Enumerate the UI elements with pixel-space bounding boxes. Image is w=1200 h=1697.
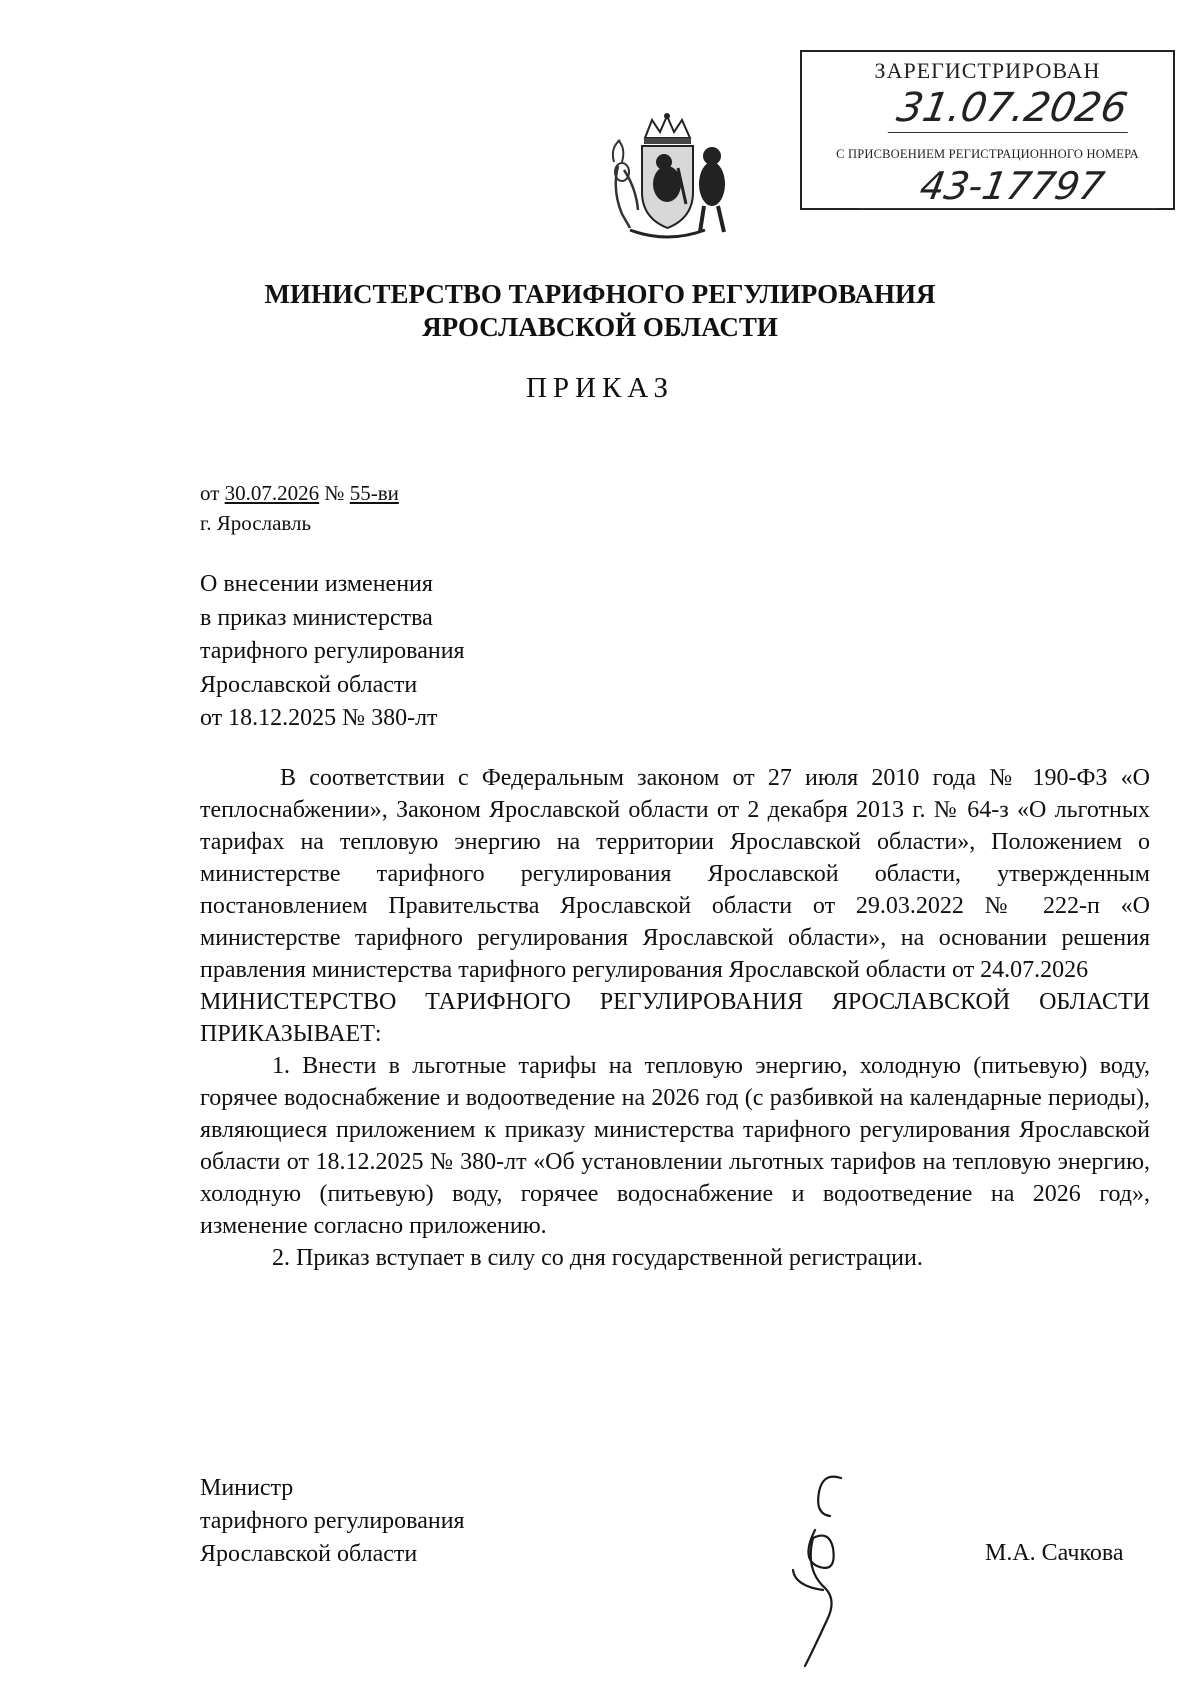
document-number: 55-ви (349, 481, 399, 505)
signatory-title-line-2: тарифного регулирования (200, 1508, 465, 1534)
order-clause: МИНИСТЕРСТВО ТАРИФНОГО РЕГУЛИРОВАНИЯ ЯРОСЛАВСКОЙ ОБЛАСТИ ПРИКАЗЫВАЕТ: (200, 989, 1150, 1047)
document-date: 30.07.2026 (224, 481, 320, 505)
registration-stamp (800, 50, 1175, 210)
subject-line-2: в приказ министерства (200, 604, 433, 631)
signatory-title-line-3: Ярославской области (200, 1541, 418, 1567)
subject-line-5: от 18.12.2025 № 380-лт (200, 705, 438, 731)
organization-name (0, 278, 1200, 344)
number-label: № (324, 481, 345, 505)
subject-line-3: тарифного регулирования (200, 638, 465, 664)
signatory-name: М.А. Сачкова (985, 1540, 1124, 1566)
organization-line-2: ЯРОСЛАВСКОЙ ОБЛАСТИ (422, 312, 778, 342)
organization-line-1: МИНИСТЕРСТВО ТАРИФНОГО РЕГУЛИРОВАНИЯ (264, 279, 936, 309)
signatory-title (200, 1472, 465, 1571)
document-body (200, 762, 1150, 1274)
signatory-title-line-1: Министр (200, 1475, 294, 1501)
order-item-1: 1. Внести в льготные тарифы на тепловую энергию, холодную (питьевую) воду, горячее водоснабжение и водоотведение на 2026 год (с разбивкой на календарные периоды), являющиеся приложением к приказу министерства тарифного регулирования Ярославской области от 18.12.2025 № 380-лт «Об установлении льготных тарифов на тепловую энергию, холодную (питьевую) воду, горячее водоснабжение и водоотведение на 2026 год», изменение согласно приложению. (200, 1053, 1150, 1239)
document-meta (200, 478, 399, 538)
document-date-number (200, 478, 399, 508)
stamp-date: 31.07.2026 (888, 84, 1137, 133)
subject-line-4: Ярославской области (200, 671, 418, 698)
stamp-title: ЗАРЕГИСТРИРОВАН (874, 58, 1101, 83)
subject-line-1: О внесении изменения (200, 571, 433, 597)
coat-of-arms-icon (600, 110, 735, 245)
document-type: ПРИКАЗ (525, 372, 675, 404)
stamp-number: 43-17797 (858, 164, 1166, 209)
preamble-paragraph: В соответствии с Федеральным законом от 27 июля 2010 года № 190-ФЗ «О теплоснабжении», Законом Ярославской области от 2 декабря 2013 г. № 64-з «О льготных тарифах на тепловую энергию на территории Ярославской области», Положением о министерстве тарифного регулирования Ярославской области, утвержденным постановлением Правительства Ярославской области от 29.03.2022 № 222-п «О министерстве тарифного регулирования Ярославской области», на основании решения правления министерства тарифного регулирования Ярославской области от 24.07.2026 (200, 765, 1150, 983)
handwritten-signature (775, 1470, 885, 1685)
document-subject (200, 568, 465, 736)
from-label: от (200, 481, 220, 505)
stamp-subtitle: С ПРИСВОЕНИЕМ РЕГИСТРАЦИОННОГО НОМЕРА (836, 147, 1139, 161)
document-city: г. Ярославль (200, 511, 312, 535)
order-item-2: 2. Приказ вступает в силу со дня государственной регистрации. (272, 1245, 923, 1271)
